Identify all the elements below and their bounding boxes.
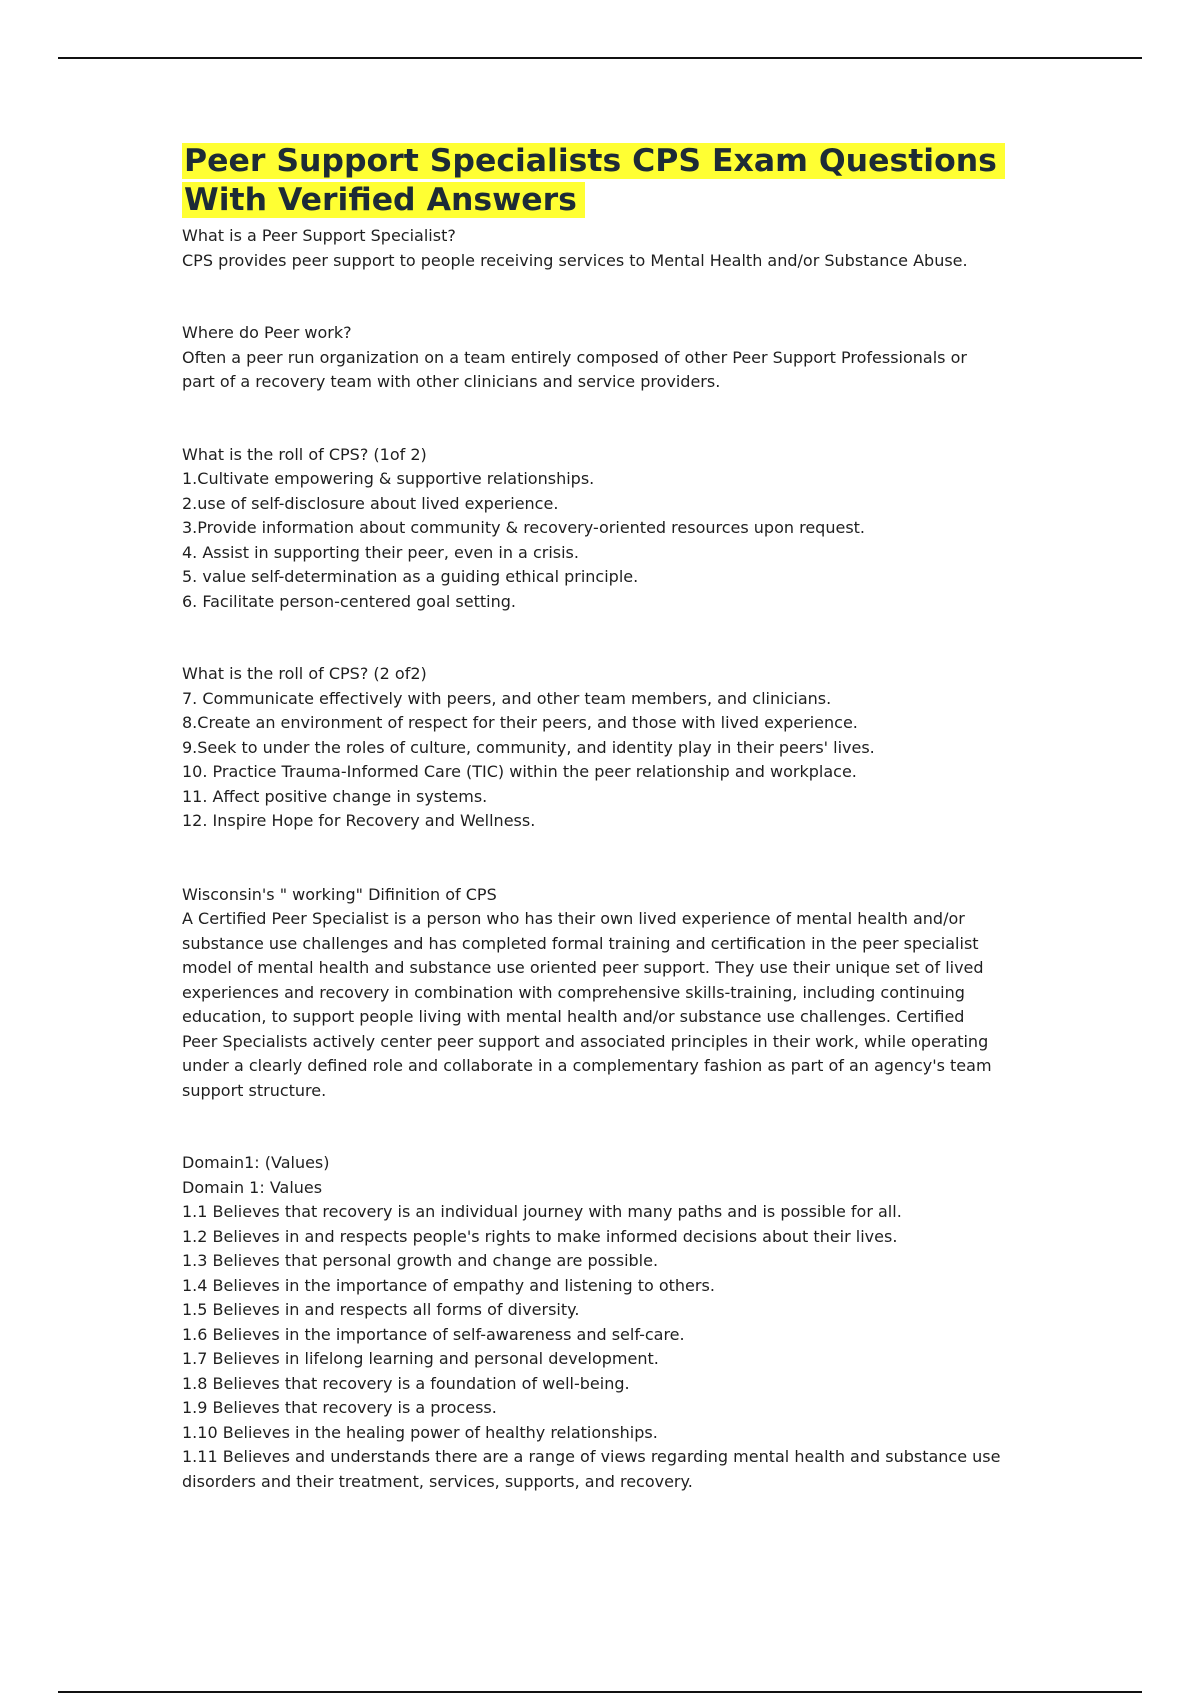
answer-line: disorders and their treatment, services, supports, and recovery. xyxy=(182,1471,693,1491)
answer-line: 1.6 Believes in the importance of self-awareness and self-care. xyxy=(182,1324,685,1344)
answer-line: support structure. xyxy=(182,1080,327,1100)
top-divider xyxy=(58,57,1142,59)
answer-line: 5. value self-determination as a guiding ethical principle. xyxy=(182,567,639,586)
answer-line: 1.7 Believes in lifelong learning and personal development. xyxy=(182,1349,659,1368)
answer-line: A Certified Peer Specialist is a person who has their own lived experience of mental health and/or xyxy=(182,909,965,928)
answer-line: 1.1 Believes that recovery is an individual journey with many paths and is possible for all. xyxy=(182,1202,902,1221)
answer-line: education, to support people living with mental health and/or substance use challenges. Certified xyxy=(182,1007,965,1026)
answer-line: 12. Inspire Hope for Recovery and Wellness. xyxy=(182,811,536,830)
question: What is the roll of CPS? (2 of2) xyxy=(182,664,427,683)
qa-block-2 xyxy=(182,321,1022,395)
answer-line: 7. Communicate effectively with peers, and other team members, and clinicians. xyxy=(182,688,832,708)
answer-line: 1.8 Believes that recovery is a foundation of well-being. xyxy=(182,1373,630,1393)
qa-block-5 xyxy=(182,883,1022,1104)
answer-line: Domain 1: Values xyxy=(182,1177,323,1197)
question: What is a Peer Support Specialist? xyxy=(182,226,456,245)
title-line-1: Peer Support Specialists CPS Exam Questions xyxy=(182,143,1005,179)
answer: CPS provides peer support to people receiving services to Mental Health and/or Substance Abuse. xyxy=(182,250,968,270)
answer-line: part of a recovery team with other clinicians and service providers. xyxy=(182,372,721,391)
answer-line: 1.9 Believes that recovery is a process. xyxy=(182,1398,497,1417)
question: Where do Peer work? xyxy=(182,323,352,342)
answer-line: 6. Facilitate person-centered goal setting. xyxy=(182,591,516,611)
answer-line: 3.Provide information about community & recovery-oriented resources upon request. xyxy=(182,518,866,537)
qa-block-3 xyxy=(182,443,1022,615)
answer-line: 2.use of self-disclosure about lived experience. xyxy=(182,493,559,513)
title-line-2: With Verified Answers xyxy=(182,182,585,218)
answer-line: under a clearly defined role and collaborate in a complementary fashion as part of an agency's team xyxy=(182,1056,992,1075)
document-title xyxy=(182,142,1022,220)
answer-line: 1.3 Believes that personal growth and change are possible. xyxy=(182,1251,659,1270)
answer-line: 4. Assist in supporting their peer, even in a crisis. xyxy=(182,542,579,562)
qa-block-1 xyxy=(182,224,1022,273)
document-body xyxy=(182,142,1022,1494)
answer-line: substance use challenges and has completed formal training and certification in the peer specialist xyxy=(182,933,979,953)
answer-line: 8.Create an environment of respect for their peers, and those with lived experience. xyxy=(182,713,858,732)
answer-line: 1.2 Believes in and respects people's rights to make informed decisions about their lives. xyxy=(182,1226,898,1246)
answer-line: 1.10 Believes in the healing power of healthy relationships. xyxy=(182,1422,658,1442)
question: What is the roll of CPS? (1of 2) xyxy=(182,444,427,464)
question: Wisconsin's " working" Difinition of CPS xyxy=(182,884,497,904)
answer-line: 1.11 Believes and understands there are a range of views regarding mental health and substance use xyxy=(182,1447,1001,1466)
answer-line: experiences and recovery in combination with comprehensive skills-training, including continuing xyxy=(182,982,965,1002)
question: Domain1: (Values) xyxy=(182,1153,330,1172)
answer-line: Often a peer run organization on a team entirely composed of other Peer Support Professionals or xyxy=(182,347,967,367)
answer-line: 10. Practice Trauma-Informed Care (TIC) within the peer relationship and workplace. xyxy=(182,762,857,781)
answer-line: 11. Affect positive change in systems. xyxy=(182,786,488,806)
answer-line: 1.5 Believes in and respects all forms of diversity. xyxy=(182,1300,580,1319)
bottom-divider xyxy=(58,1691,1142,1693)
answer-line: 1.4 Believes in the importance of empathy and listening to others. xyxy=(182,1275,715,1295)
answer-line: Peer Specialists actively center peer support and associated principles in their work, while operating xyxy=(182,1031,989,1051)
answer-line: 9.Seek to under the roles of culture, community, and identity play in their peers' lives. xyxy=(182,737,875,757)
answer-line: model of mental health and substance use oriented peer support. They use their unique set of lived xyxy=(182,958,984,977)
qa-block-6 xyxy=(182,1151,1022,1494)
qa-block-4 xyxy=(182,662,1022,834)
answer-line: 1.Cultivate empowering & supportive relationships. xyxy=(182,469,595,488)
